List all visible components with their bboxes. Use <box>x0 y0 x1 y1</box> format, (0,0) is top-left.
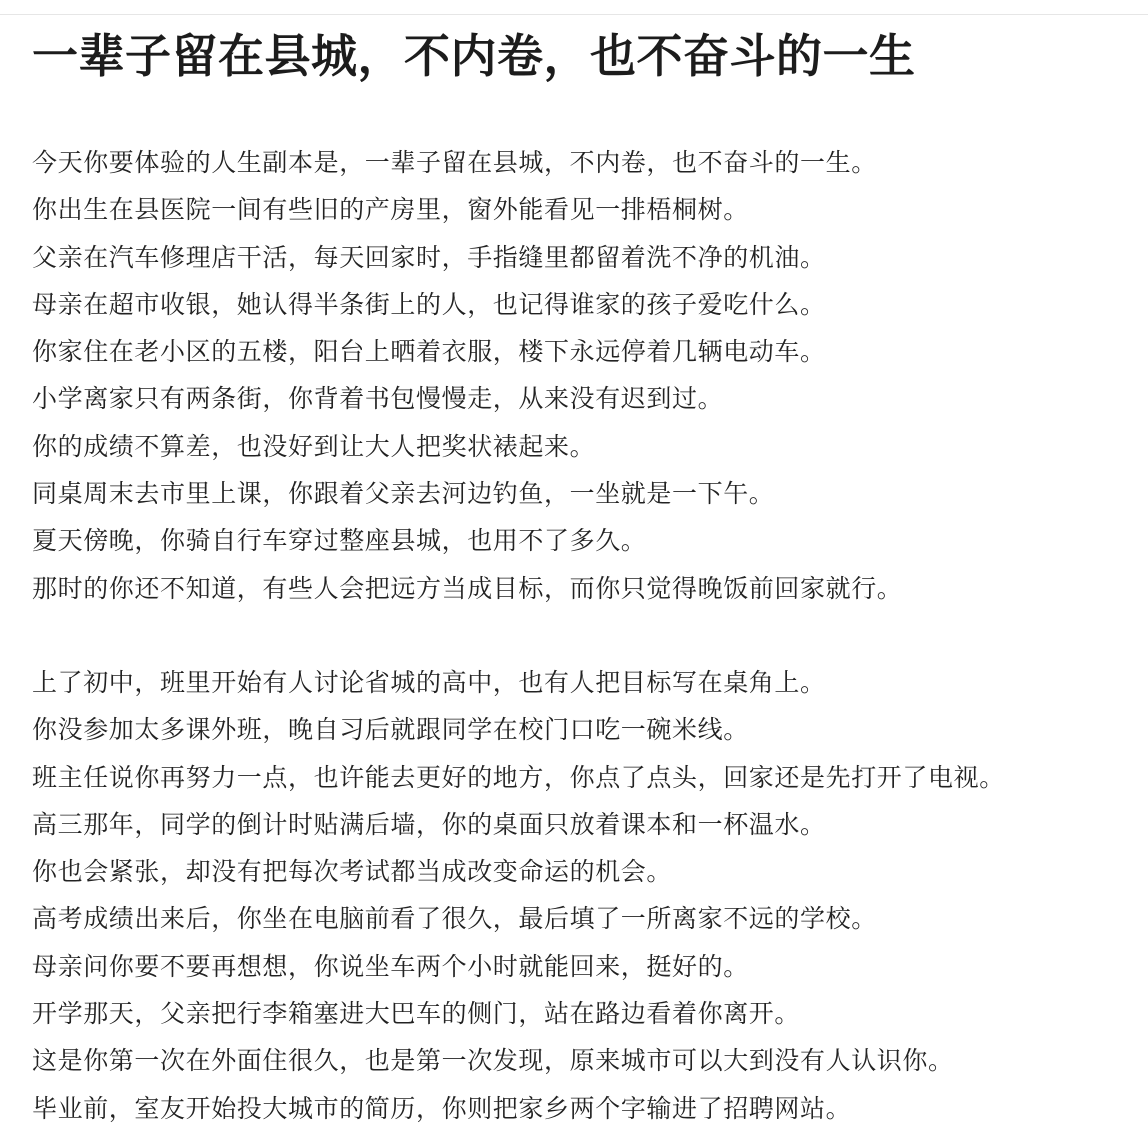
text-line: 上了初中，班里开始有人讨论省城的高中，也有人把目标写在桌角上。 <box>32 668 826 697</box>
text-line: 母亲在超市收银，她认得半条街上的人，也记得谁家的孩子爱吃什么。 <box>32 289 826 319</box>
text-line: 母亲问你要不要再想想，你说坐车两个小时就能回来，挺好的。 <box>32 951 749 981</box>
text-line: 父亲在汽车修理店干活，每天回家时，手指缝里都留着洗不净的机油。 <box>32 242 826 272</box>
text-line: 这是你第一次在外面住很久，也是第一次发现，原来城市可以大到没有人认识你。 <box>32 1046 954 1076</box>
text-line: 你没参加太多课外班，晚自习后就跟同学在校门口吃一碗米线。 <box>32 715 749 745</box>
text-line: 高考成绩出来后，你坐在电脑前看了很久，最后填了一所离家不远的学校。 <box>32 904 877 934</box>
article-title: 一辈子留在县城，不内卷，也不奋斗的一生 <box>32 29 916 83</box>
text-line: 开学那天，父亲把行李箱塞进大巴车的侧门，站在路边看着你离开。 <box>32 999 801 1029</box>
text-line: 小学离家只有两条街，你背着书包慢慢走，从来没有迟到过。 <box>32 384 724 414</box>
paragraph-2 <box>32 659 1005 1132</box>
text-line: 夏天傍晚，你骑自行车穿过整座县城，也用不了多久。 <box>32 526 647 556</box>
text-line: 你的成绩不算差，也没好到让大人把奖状裱起来。 <box>32 431 596 461</box>
text-line: 今天你要体验的人生副本是，一辈子留在县城，不内卷，也不奋斗的一生。 <box>32 148 877 177</box>
text-line: 你也会紧张，却没有把每次考试都当成改变命运的机会。 <box>32 857 673 887</box>
top-divider <box>0 14 1148 15</box>
text-line: 那时的你还不知道，有些人会把远方当成目标，而你只觉得晚饭前回家就行。 <box>32 573 903 603</box>
text-line: 你家住在老小区的五楼，阳台上晒着衣服，楼下永远停着几辆电动车。 <box>32 337 826 367</box>
text-line: 高三那年，同学的倒计时贴满后墙，你的桌面只放着课本和一杯温水。 <box>32 809 826 839</box>
text-line: 班主任说你再努力一点，也许能去更好的地方，你点了点头，回家还是先打开了电视。 <box>32 762 1005 792</box>
text-line: 毕业前，室友开始投大城市的简历，你则把家乡两个字输进了招聘网站。 <box>32 1093 852 1123</box>
text-line: 你出生在县医院一间有些旧的产房里，窗外能看见一排梧桐树。 <box>32 195 749 225</box>
paragraph-1 <box>32 139 902 612</box>
text-line: 同桌周末去市里上课，你跟着父亲去河边钓鱼，一坐就是一下午。 <box>32 479 775 509</box>
